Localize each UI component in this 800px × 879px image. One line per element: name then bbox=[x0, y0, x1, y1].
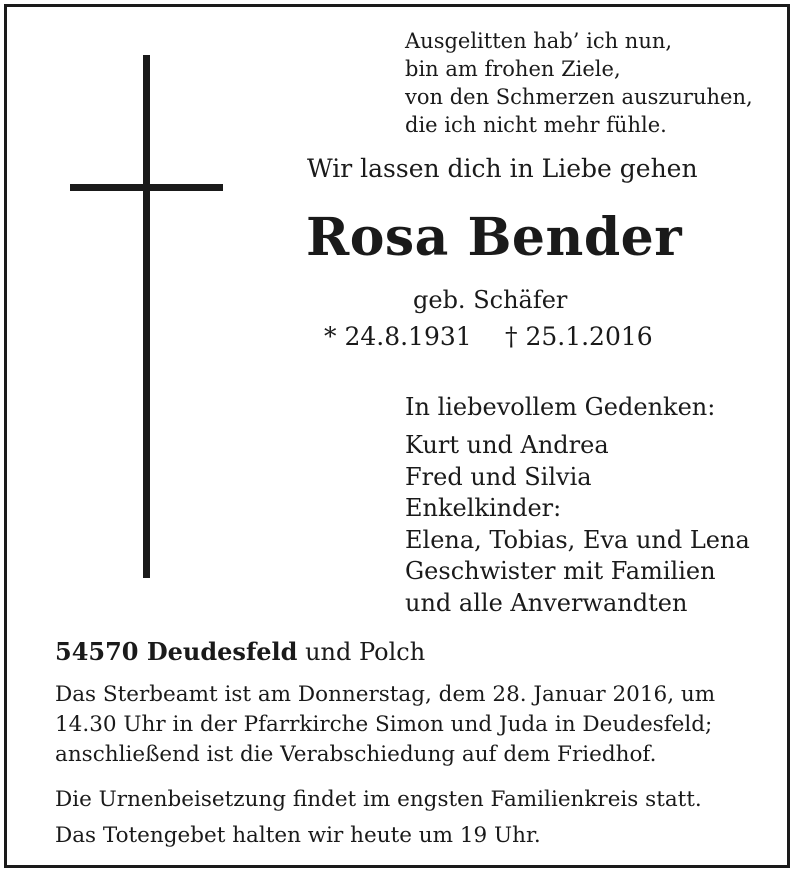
poem-line: von den Schmerzen auszuruhen, bbox=[405, 85, 753, 109]
location-postcode-town: 54570 Deudesfeld bbox=[55, 637, 298, 666]
poem-line: die ich nicht mehr fühle. bbox=[405, 113, 667, 137]
location-rest: und Polch bbox=[297, 638, 426, 666]
urn-burial-text: Die Urnenbeisetzung findet im engsten Familienkreis statt. bbox=[55, 787, 702, 812]
prayer-text: Das Totengebet halten wir heute um 19 Uhr. bbox=[55, 823, 541, 848]
service-line: 14.30 Uhr in der Pfarrkirche Simon und Juda in Deudesfeld; bbox=[55, 712, 713, 737]
mourner-line: Enkelkinder: bbox=[405, 494, 562, 522]
poem-line: Ausgelitten hab’ ich nun, bbox=[405, 29, 673, 53]
deceased-name: Rosa Bender bbox=[306, 207, 683, 268]
mourner-line: und alle Anverwandten bbox=[405, 588, 688, 617]
birth-name: geb. Schäfer bbox=[413, 286, 568, 314]
mourner-line: Fred und Silvia bbox=[405, 462, 592, 491]
mourner-line: Kurt und Andrea bbox=[405, 431, 609, 459]
poem-line: bin am frohen Ziele, bbox=[405, 57, 621, 81]
service-line: Das Sterbeamt ist am Donnerstag, dem 28. Januar 2016, um bbox=[55, 682, 716, 707]
service-paragraph bbox=[55, 680, 715, 770]
mourners-list bbox=[405, 430, 750, 619]
birth-date: * 24.8.1931 bbox=[324, 322, 472, 351]
location-line bbox=[55, 637, 425, 666]
mourners-heading: In liebevollem Gedenken: bbox=[405, 393, 716, 421]
death-date: † 25.1.2016 bbox=[505, 322, 653, 351]
poem bbox=[405, 27, 753, 139]
cross-horizontal-bar bbox=[70, 184, 223, 191]
mourner-line: Geschwister mit Familien bbox=[405, 557, 716, 585]
intro-line: Wir lassen dich in Liebe gehen bbox=[307, 154, 698, 183]
mourner-line: Elena, Tobias, Eva und Lena bbox=[405, 525, 750, 554]
cross-vertical-bar bbox=[143, 55, 150, 578]
service-line: anschließend ist die Verabschiedung auf dem Friedhof. bbox=[55, 742, 657, 767]
